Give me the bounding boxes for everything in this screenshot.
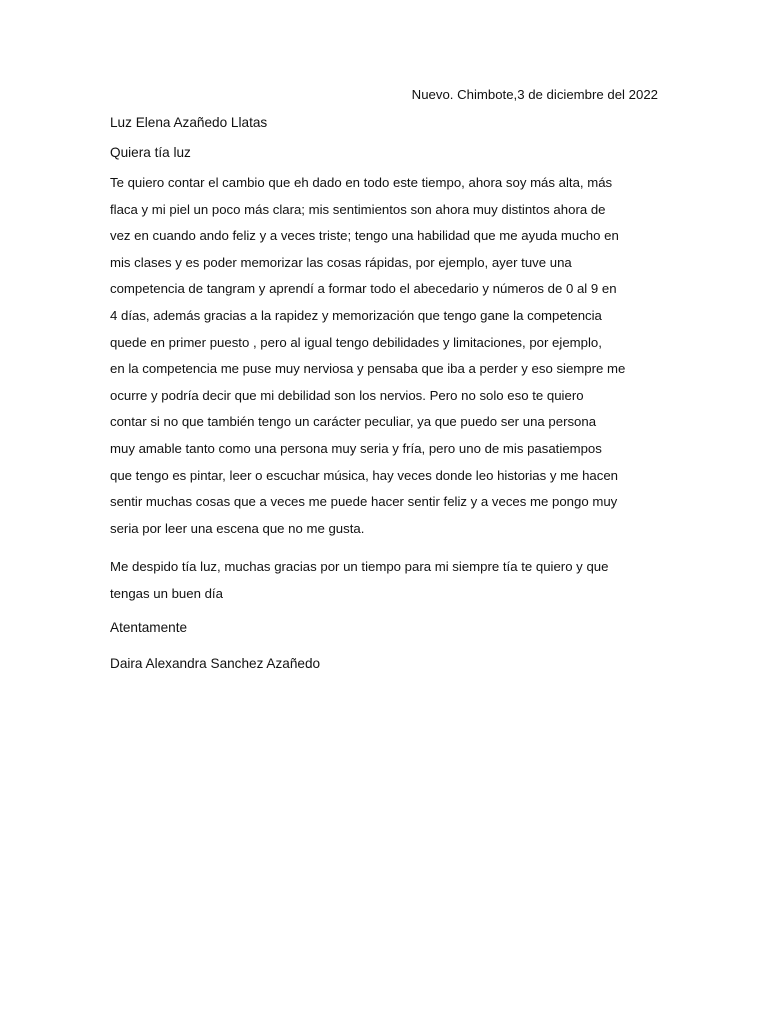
body-line: que tengo es pintar, leer o escuchar música, hay veces donde leo historias y me hacen: [110, 467, 619, 483]
closing-line: tengas un buen día: [110, 585, 223, 601]
body-line: seria por leer una escena que no me gusta.: [110, 520, 365, 536]
letter-date: Nuevo. Chimbote,3 de diciembre del 2022: [411, 87, 658, 102]
body-line: sentir muchas cosas que a veces me puede hacer sentir feliz y a veces me pongo muy: [110, 494, 618, 510]
body-line: Te quiero contar el cambio que eh dado en todo este tiempo, ahora soy más alta, más: [110, 175, 613, 190]
letter-closing-paragraph: [110, 554, 670, 607]
body-line: 4 días, además gracias a la rapidez y memorización que tengo gane la competencia: [110, 307, 602, 323]
letter-greeting: Quiera tía luz: [110, 145, 191, 160]
body-line: quede en primer puesto , pero al igual tengo debilidades y limitaciones, por ejemplo,: [110, 334, 602, 350]
body-line: flaca y mi piel un poco más clara; mis sentimientos son ahora muy distintos ahora de: [110, 201, 606, 217]
letter-recipient: Luz Elena Azañedo Llatas: [110, 115, 268, 130]
letter-signature: Daira Alexandra Sanchez Azañedo: [110, 656, 321, 671]
body-line: contar si no que también tengo un carácter peculiar, ya que puedo ser una persona: [110, 414, 597, 430]
closing-line: Me despido tía luz, muchas gracias por un tiempo para mi siempre tía te quiero y que: [110, 559, 609, 574]
body-line: vez en cuando ando feliz y a veces triste; tengo una habilidad que me ayuda mucho en: [110, 228, 619, 244]
letter-sign-off: Atentamente: [110, 620, 188, 635]
letter-body: [110, 170, 670, 542]
body-line: en la competencia me puse muy nerviosa y pensaba que iba a perder y eso siempre me: [110, 361, 626, 377]
body-line: muy amable tanto como una persona muy seria y fría, pero uno de mis pasatiempos: [110, 440, 602, 456]
body-line: ocurre y podría decir que mi debilidad son los nervios. Pero no solo eso te quiero: [110, 387, 584, 403]
body-line: mis clases y es poder memorizar las cosas rápidas, por ejemplo, ayer tuve una: [110, 254, 572, 270]
body-line: competencia de tangram y aprendí a formar todo el abecedario y números de 0 al 9 en: [110, 281, 617, 297]
